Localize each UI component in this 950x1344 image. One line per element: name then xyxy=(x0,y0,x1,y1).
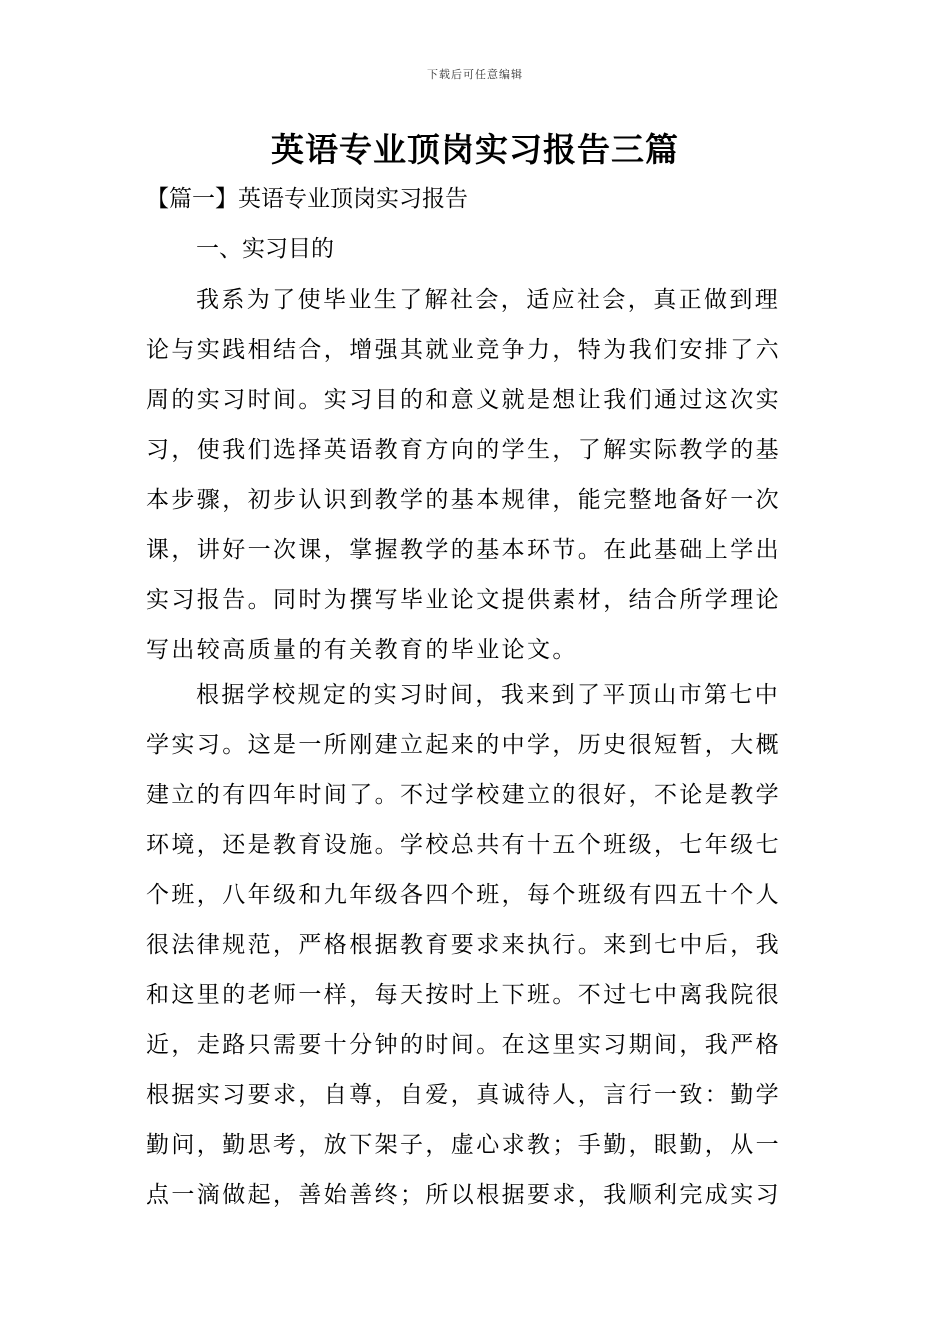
document-title: 英语专业顶岗实习报告三篇 xyxy=(271,130,679,169)
paragraph-line: 学实习。这是一所刚建立起来的中学，历史很短暂，大概 xyxy=(146,732,781,758)
paragraph-line: 勤问，勤思考，放下架子，虚心求教；手勤，眼勤，从一 xyxy=(146,1132,781,1158)
paragraph-line: 个班，八年级和九年级各四个班，每个班级有四五十个人 xyxy=(146,882,781,908)
paragraph-line: 本步骤，初步认识到教学的基本规律，能完整地备好一次 xyxy=(146,487,781,513)
paragraph-line: 习，使我们选择英语教育方向的学生，了解实际教学的基 xyxy=(146,437,781,463)
paragraph-line: 周的实习时间。实习目的和意义就是想让我们通过这次实 xyxy=(146,387,781,413)
paragraph-line: 很法律规范，严格根据教育要求来执行。来到七中后，我 xyxy=(146,932,781,958)
paragraph-line: 写出较高质量的有关教育的毕业论文。 xyxy=(146,637,578,663)
sub-heading: 一、实习目的 xyxy=(196,236,334,262)
paragraph-line: 和这里的老师一样，每天按时上下班。不过七中离我院很 xyxy=(146,982,781,1008)
paragraph-line: 根据学校规定的实习时间，我来到了平顶山市第七中 xyxy=(196,682,781,708)
paragraph-line: 我系为了使毕业生了解社会，适应社会，真正做到理 xyxy=(196,287,781,313)
paragraph-line: 建立的有四年时间了。不过学校建立的很好，不论是教学 xyxy=(146,782,781,808)
paragraph-2 xyxy=(146,670,806,1220)
paragraph-1 xyxy=(146,275,806,675)
paragraph-line: 论与实践相结合，增强其就业竞争力，特为我们安排了六 xyxy=(146,337,781,363)
paragraph-line: 环境，还是教育设施。学校总共有十五个班级，七年级七 xyxy=(146,832,781,858)
paragraph-line: 课，讲好一次课，掌握教学的基本环节。在此基础上学出 xyxy=(146,537,781,563)
header-note: 下载后可任意编辑 xyxy=(427,68,523,81)
paragraph-line: 实习报告。同时为撰写毕业论文提供素材，结合所学理论 xyxy=(146,587,781,613)
paragraph-line: 点一滴做起，善始善终；所以根据要求，我顺利完成实习 xyxy=(146,1182,781,1208)
paragraph-line: 根据实习要求，自尊，自爱，真诚待人，言行一致：勤学 xyxy=(146,1082,781,1108)
section-heading: 【篇一】英语专业顶岗实习报告 xyxy=(146,186,468,212)
paragraph-line: 近，走路只需要十分钟的时间。在这里实习期间，我严格 xyxy=(146,1032,781,1058)
